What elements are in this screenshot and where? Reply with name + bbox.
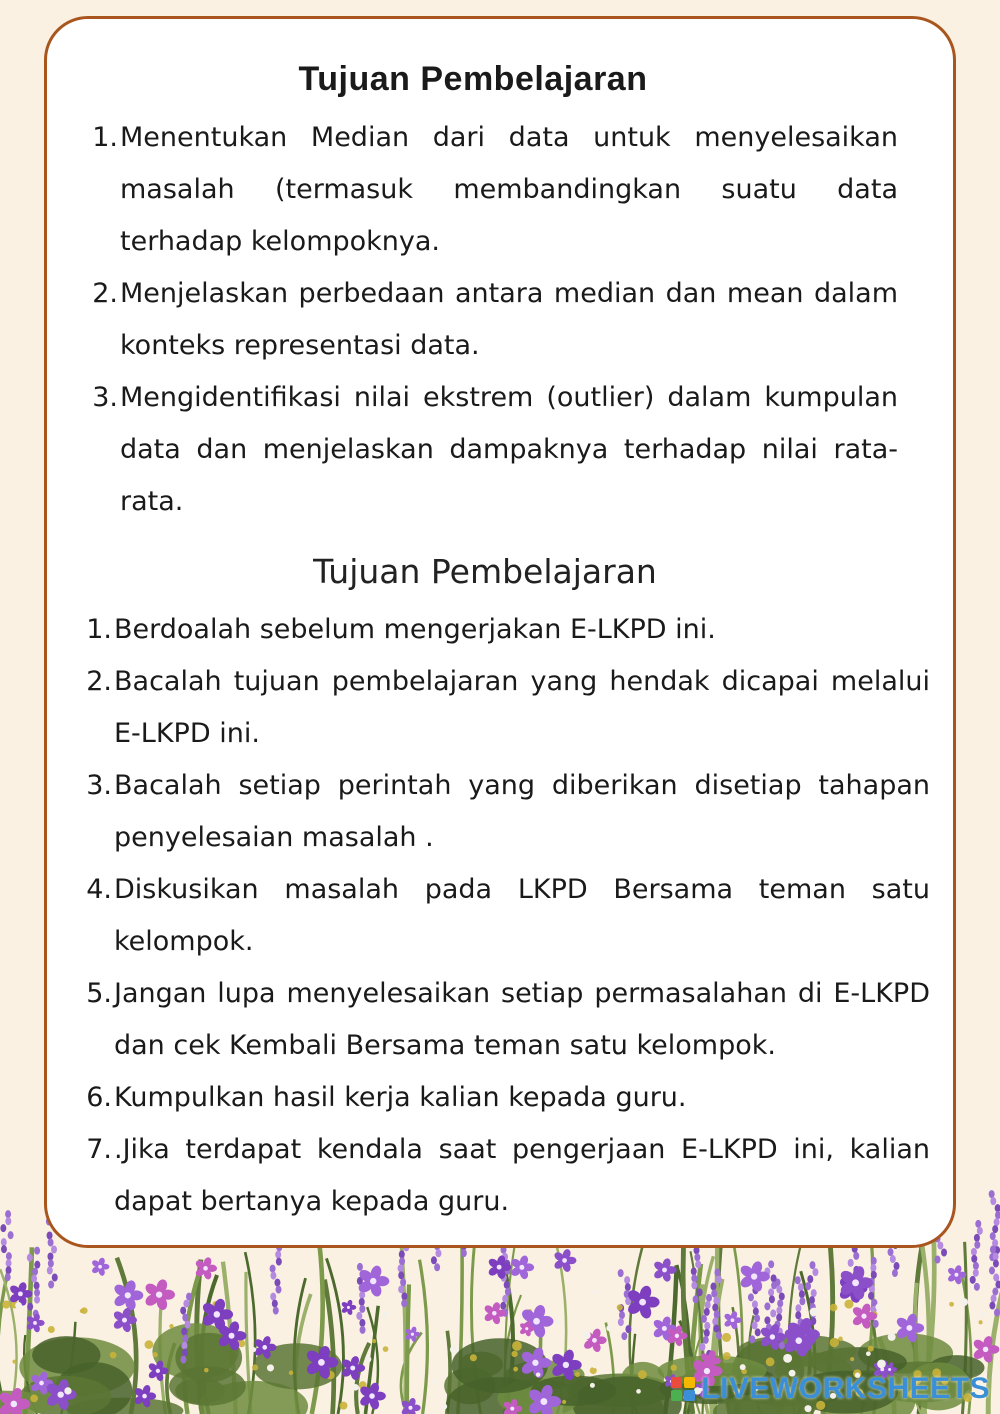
- item-text: Bacalah tujuan pembelajaran yang hendak dicapai melalui E-LKPD ini.: [114, 666, 930, 749]
- list-item: [92, 372, 898, 528]
- item-number: 5.: [86, 978, 112, 1009]
- item-number: 1.: [86, 614, 112, 645]
- list-item: [86, 604, 930, 656]
- list-item: [92, 112, 898, 268]
- list-item: [86, 968, 930, 1072]
- item-number: 7.: [86, 1134, 112, 1165]
- item-text: .Jika terdapat kendala saat pengerjaan E-LKPD ini, kalian dapat bertanya kepada guru.: [114, 1134, 930, 1217]
- learning-objectives-list: [92, 112, 898, 528]
- item-number: 2.: [86, 666, 112, 697]
- list-item: [86, 1072, 930, 1124]
- list-item: [86, 656, 930, 760]
- liveworksheets-logo-icon: [671, 1377, 695, 1401]
- item-number: 3.: [86, 770, 112, 801]
- item-number: 6.: [86, 1082, 112, 1113]
- item-text: Mengidentifikasi nilai ekstrem (outlier) dalam kumpulan data dan menjelaskan dampaknya terhadap nilai rata-rata.: [120, 382, 898, 517]
- item-text: Bacalah setiap perintah yang diberikan disetiap tahapan penyelesaian masalah .: [114, 770, 930, 853]
- item-text: Jangan lupa menyelesaikan setiap permasalahan di E-LKPD dan cek Kembali Bersama teman satu kelompok.: [114, 978, 930, 1061]
- item-text: Menjelaskan perbedaan antara median dan mean dalam konteks representasi data.: [120, 278, 898, 361]
- item-number: 4.: [86, 874, 112, 905]
- section1-title: Tujuan Pembelajaran: [298, 60, 648, 98]
- item-text: Diskusikan masalah pada LKPD Bersama teman satu kelompok.: [114, 874, 930, 957]
- watermark-text: LIVEWORKSHEETS: [701, 1372, 990, 1405]
- list-item: [86, 760, 930, 864]
- liveworksheets-watermark: [671, 1372, 990, 1406]
- item-text: Kumpulkan hasil kerja kalian kepada guru.: [114, 1082, 687, 1113]
- item-number: 3.: [92, 382, 118, 413]
- item-number: 1.: [92, 122, 118, 153]
- list-item: [86, 1124, 930, 1228]
- item-text: Berdoalah sebelum mengerjakan E-LKPD ini.: [114, 614, 716, 645]
- section2-title: Tujuan Pembelajaran: [313, 552, 657, 591]
- item-number: 2.: [92, 278, 118, 309]
- item-text: Menentukan Median dari data untuk menyelesaikan masalah (termasuk membandingkan suatu data terhadap kelompoknya.: [120, 122, 898, 257]
- instructions-list: [86, 604, 930, 1228]
- list-item: [86, 864, 930, 968]
- list-item: [92, 268, 898, 372]
